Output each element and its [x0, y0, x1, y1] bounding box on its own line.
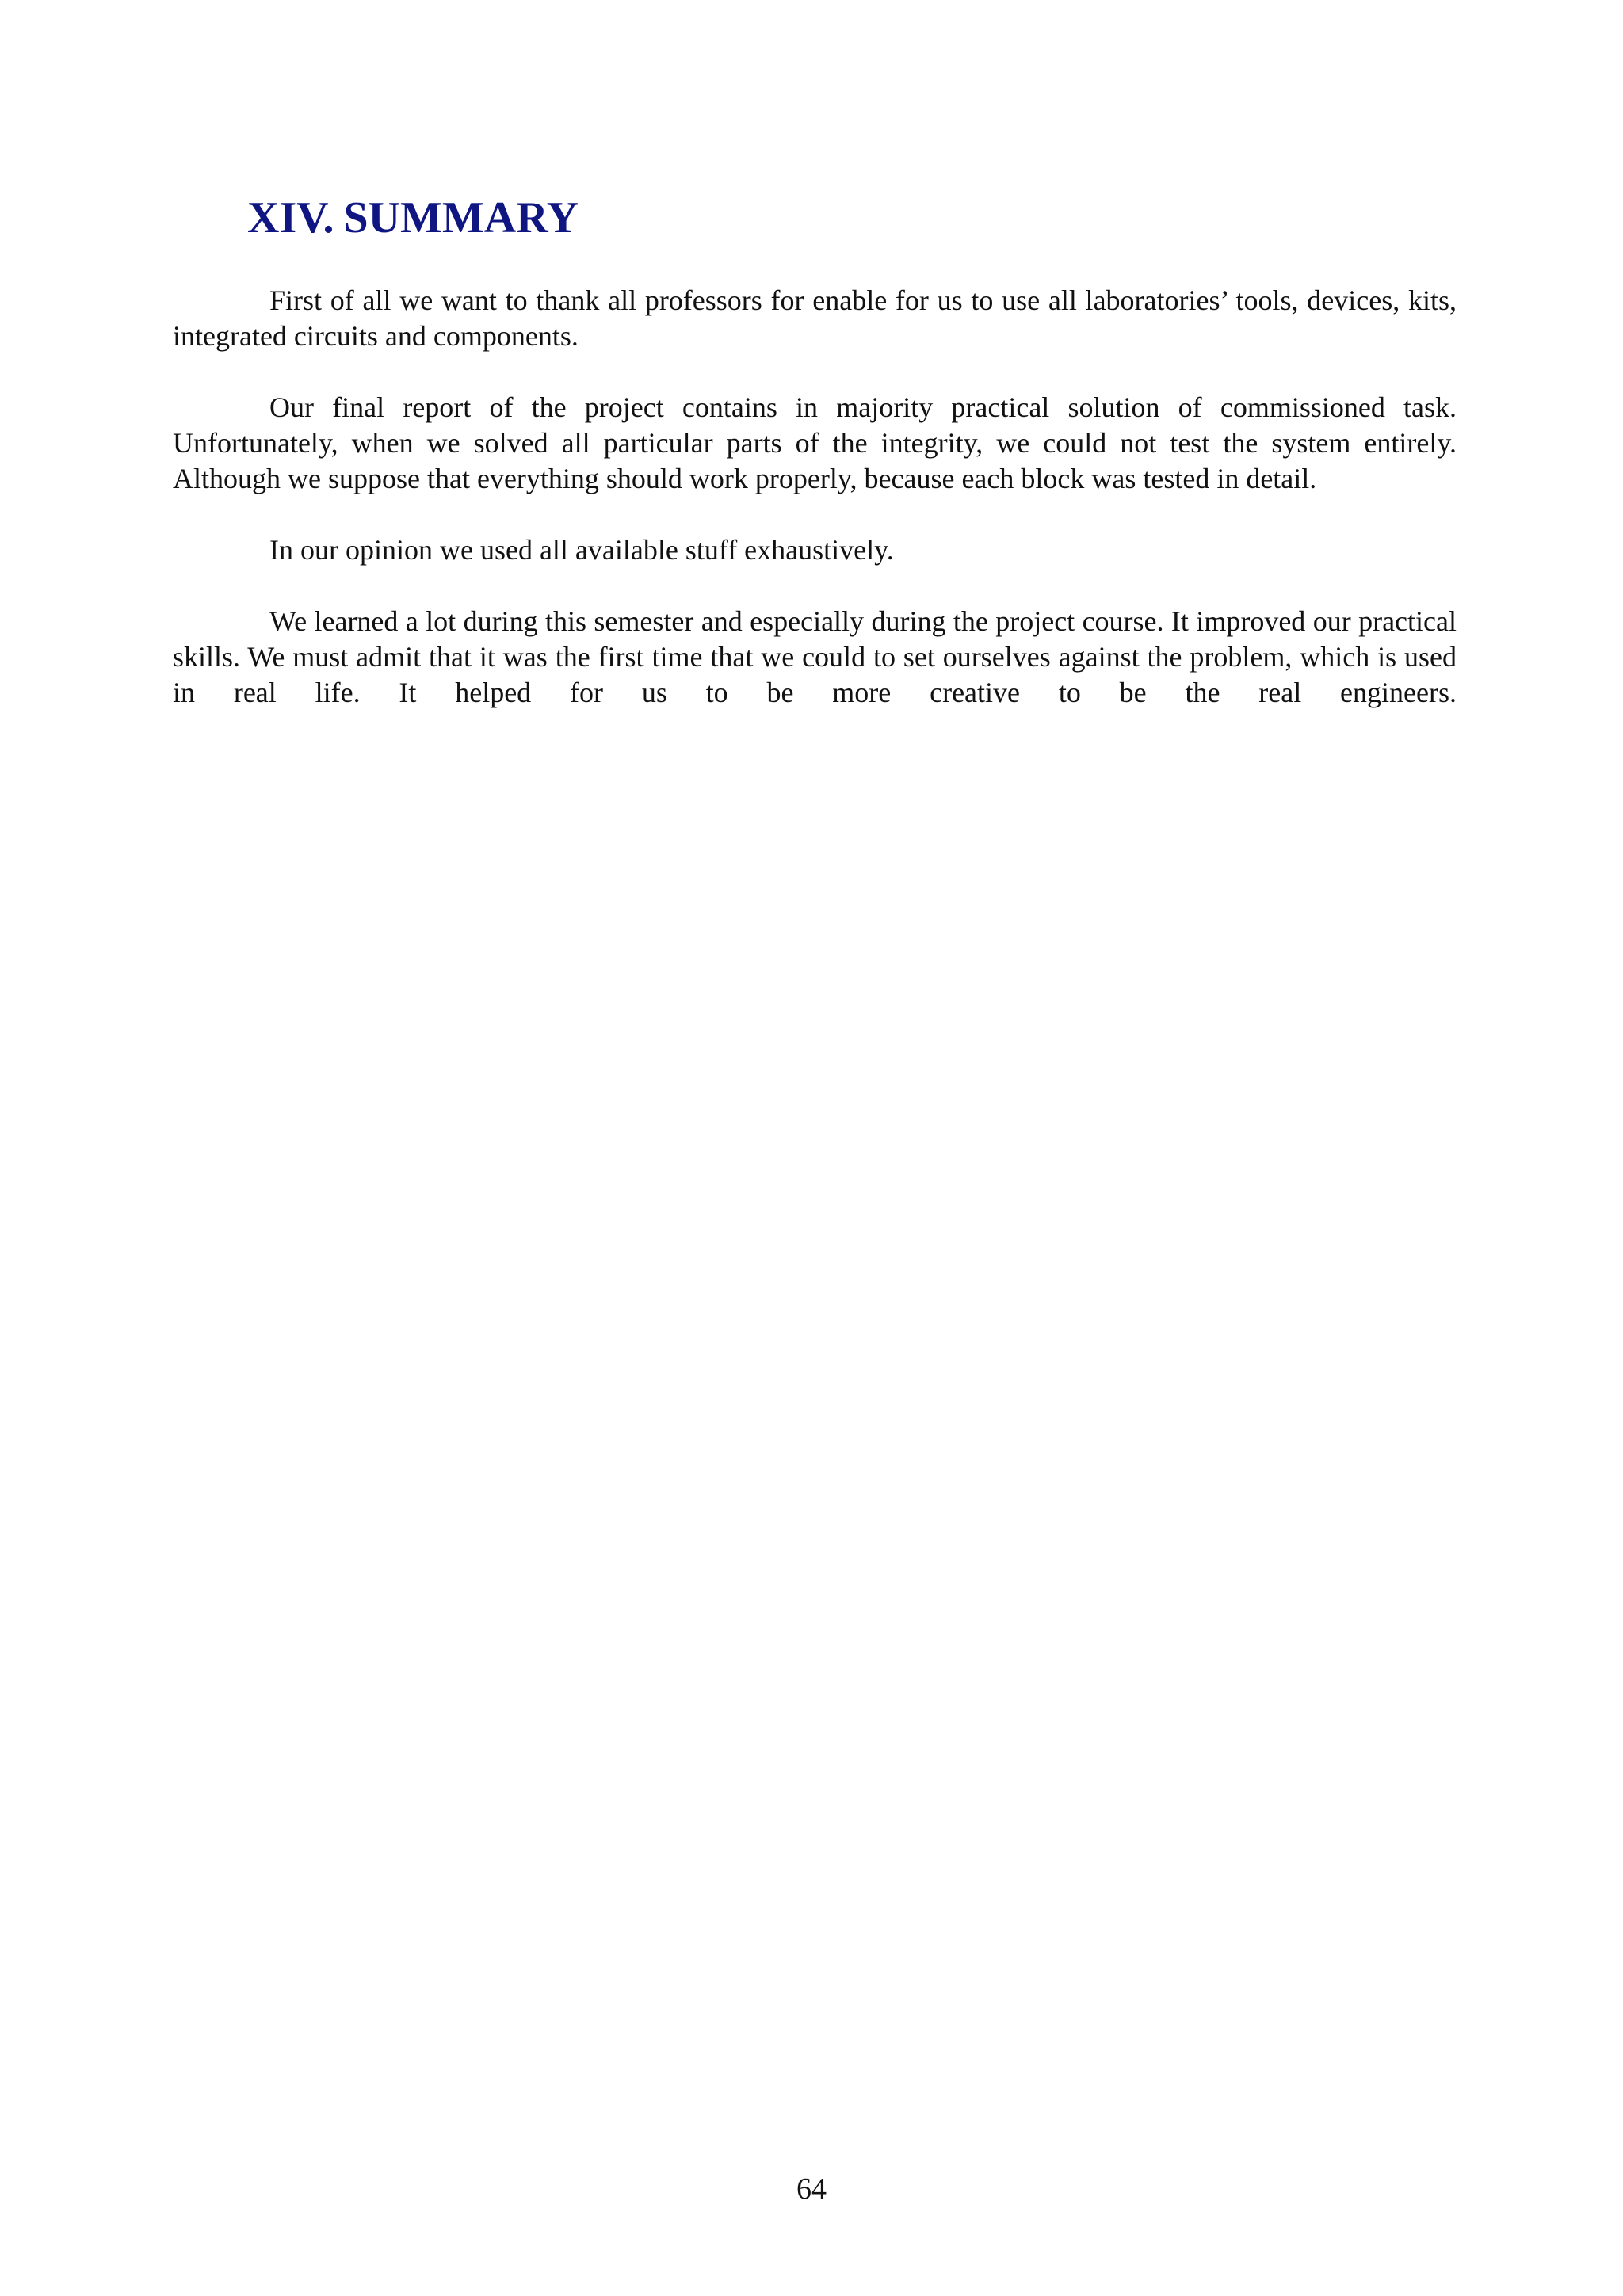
page-number: 64	[796, 2172, 827, 2206]
section-title: SUMMARY	[343, 193, 579, 242]
paragraph-opinion: In our opinion we used all available stuff exhaustively.	[269, 534, 894, 566]
summary-body	[173, 283, 1457, 746]
paragraph-learning: We learned a lot during this semester and especially during the project course. It improved our practical skills. We must admit that it was the first time that we could to set ourselves against the problem, which is used in real life. It helped for us to be more creative to be the real engineers.	[173, 605, 1457, 708]
paragraph-acknowledgement: First of all we want to thank all professors for enable for us to use all laboratories’ tools, devices, kits, integrated circuits and components.	[173, 284, 1457, 352]
paragraph-final-report: Our final report of the project contains in majority practical solution of commissioned task. Unfortunately, when we solved all particular parts of the integrity, we could not test the system entirely. Although we suppose that everything should work properly, because each block was tested in detail.	[173, 391, 1457, 494]
section-heading	[247, 190, 579, 246]
section-number: XIV.	[247, 193, 334, 242]
